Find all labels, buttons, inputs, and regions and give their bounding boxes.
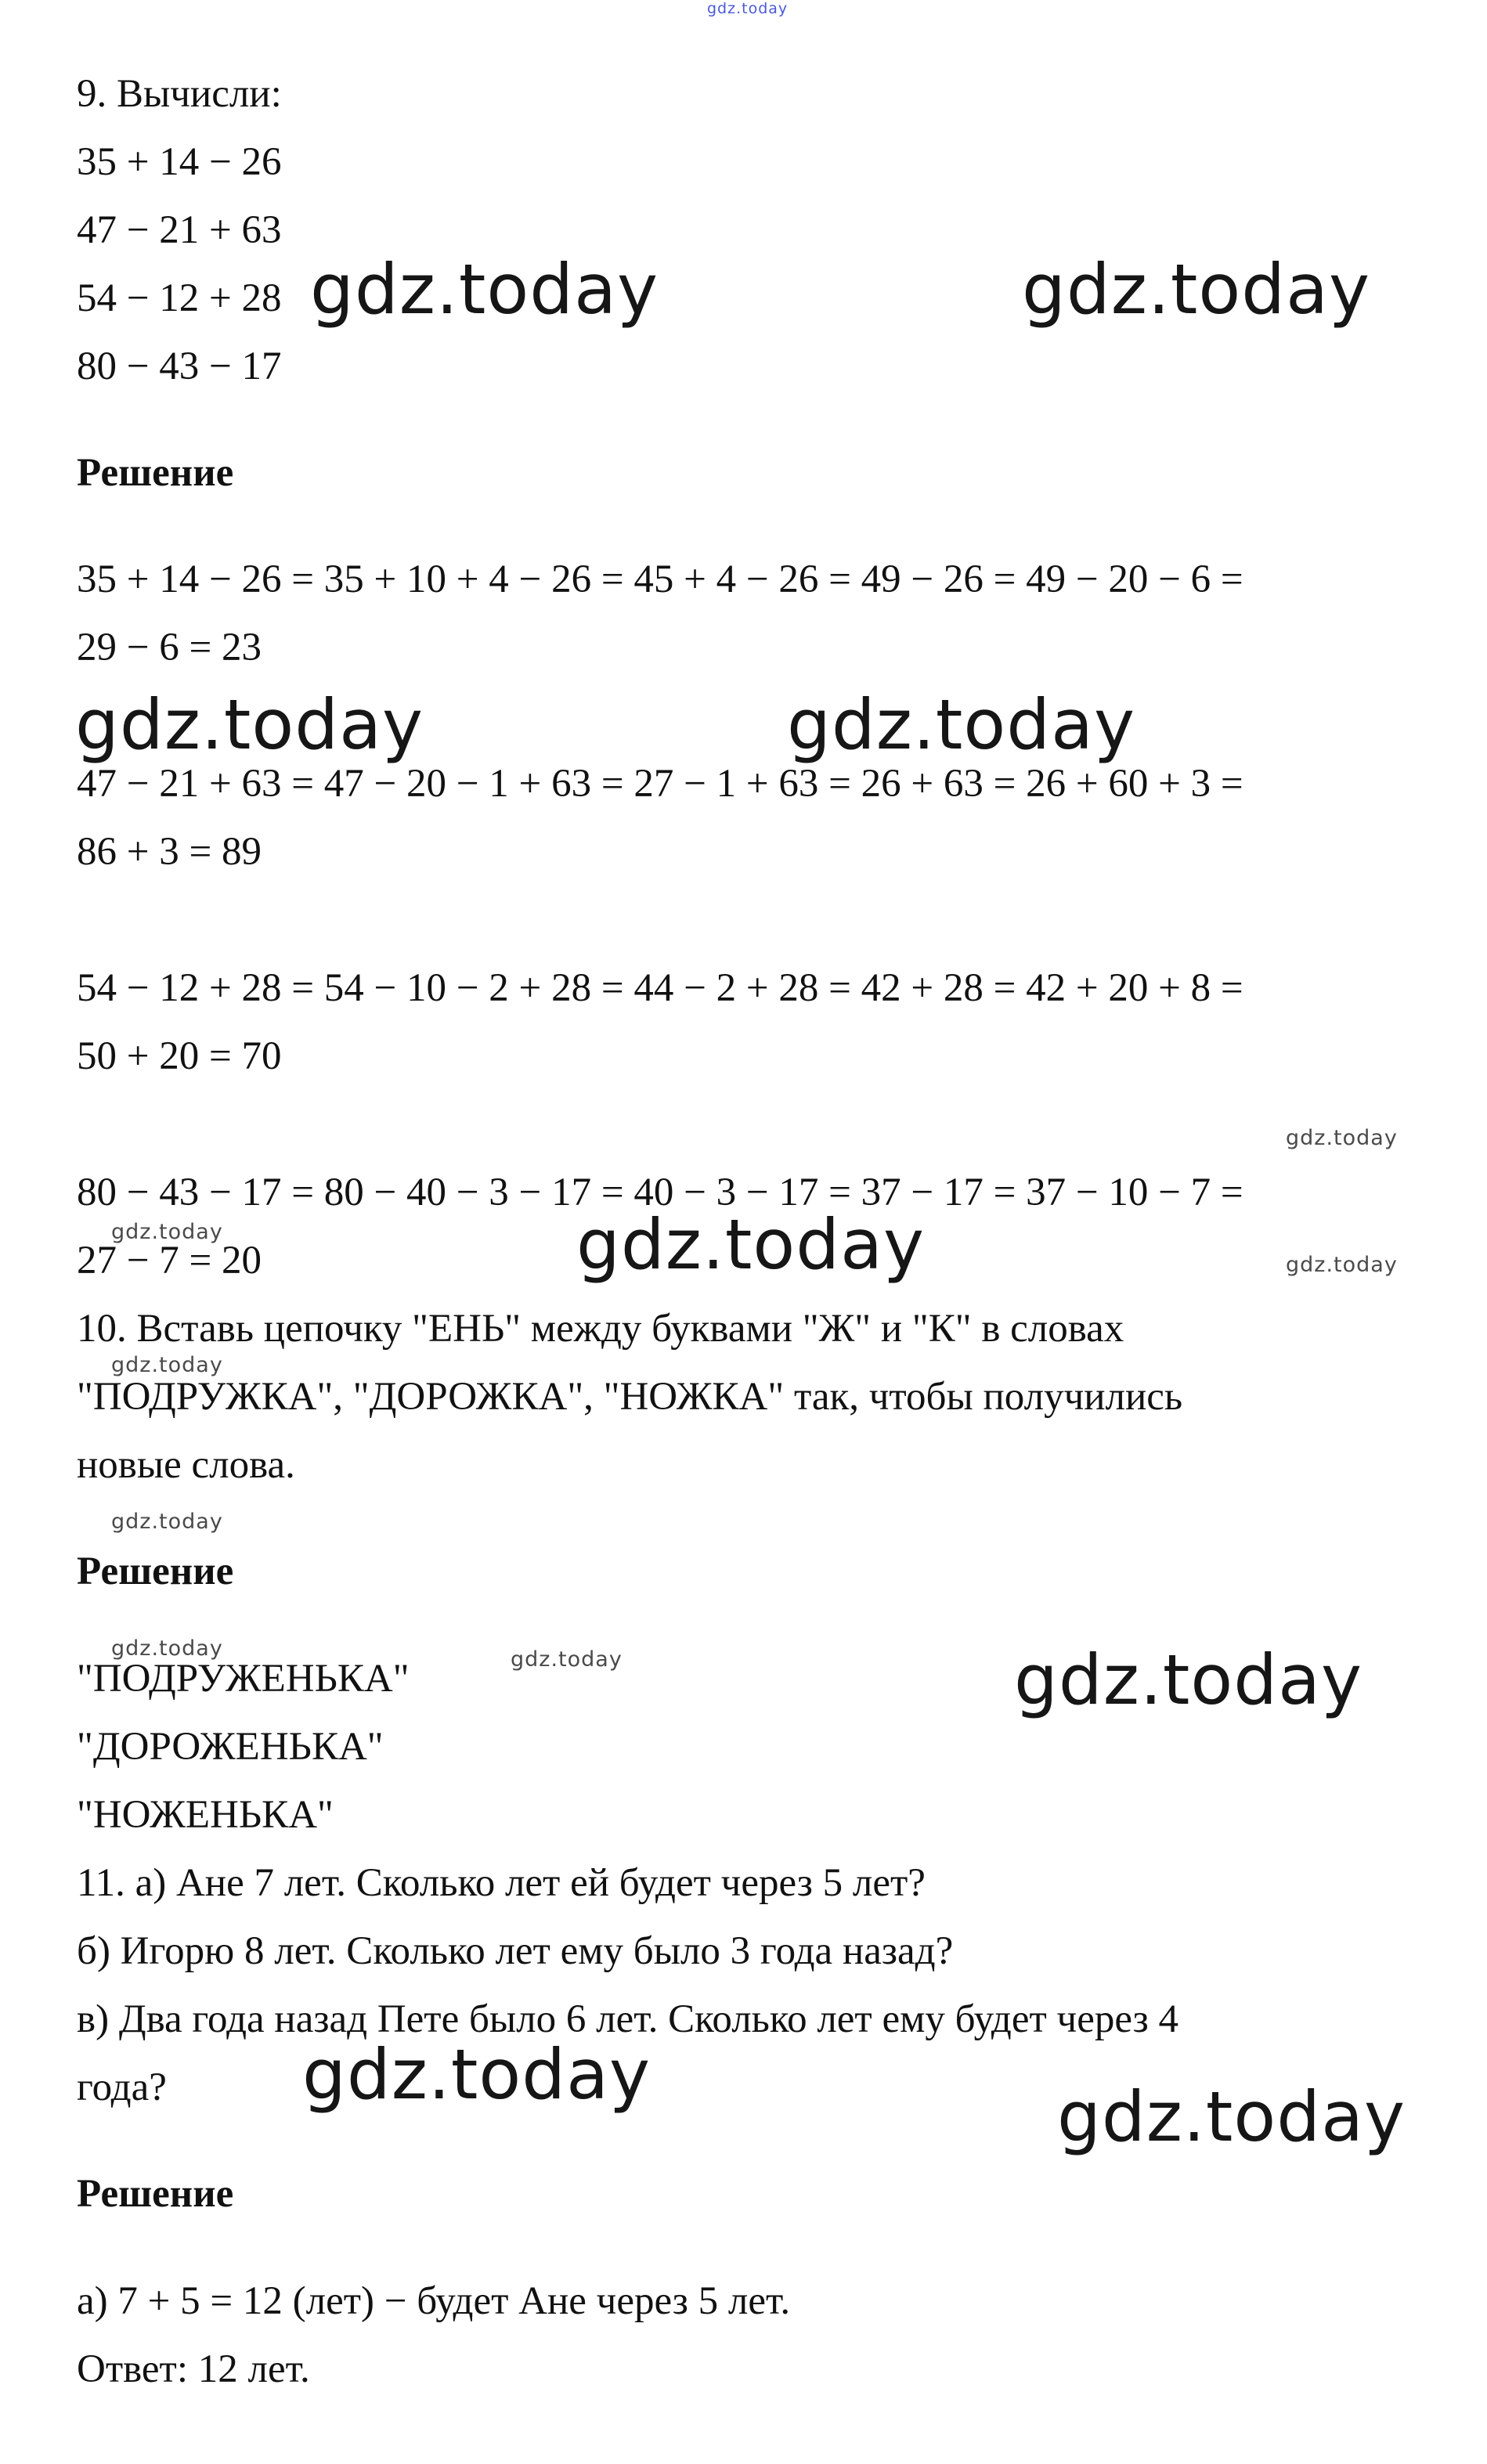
- task9-solution-line: 80 − 43 − 17 = 80 − 40 − 3 − 17 = 40 − 3 − 17 = 37 − 17 = 37 − 10 − 7 =: [77, 1171, 1243, 1214]
- watermark: gdz.today: [1286, 1126, 1398, 1150]
- task9-expression: 47 − 21 + 63: [77, 208, 282, 252]
- task9-solution-line: 29 − 6 = 23: [77, 626, 262, 669]
- task9-expression: 54 − 12 + 28: [77, 276, 282, 320]
- watermark: gdz.today: [1022, 249, 1371, 330]
- task9-solution-heading: Решение: [77, 451, 234, 495]
- task10-text: новые слова.: [77, 1443, 295, 1487]
- watermark: gdz.today: [1014, 1640, 1363, 1720]
- watermark: gdz.today: [111, 1220, 223, 1244]
- task9-solution-line: 35 + 14 − 26 = 35 + 10 + 4 − 26 = 45 + 4 − 26 = 49 − 26 = 49 − 20 − 6 =: [77, 557, 1243, 601]
- task11-answer: Ответ: 12 лет.: [77, 2347, 310, 2391]
- task9-solution-line: 27 − 7 = 20: [77, 1239, 262, 1283]
- task10-answer: "ДОРОЖЕНЬКА": [77, 1725, 384, 1769]
- task9-solution-line: 86 + 3 = 89: [77, 830, 262, 874]
- task9-solution-line: 54 − 12 + 28 = 54 − 10 − 2 + 28 = 44 − 2 + 28 = 42 + 28 = 42 + 20 + 8 =: [77, 966, 1243, 1010]
- watermark: gdz.today: [111, 1353, 223, 1377]
- watermark: gdz.today: [75, 684, 424, 765]
- watermark: gdz.today: [111, 1510, 223, 1534]
- task10-answer: "НОЖЕНЬКА": [77, 1793, 334, 1837]
- task11-text: 11. а) Ане 7 лет. Сколько лет ей будет через 5 лет?: [77, 1861, 926, 1905]
- task10-text: "ПОДРУЖКА", "ДОРОЖКА", "НОЖКА" так, чтобы получились: [77, 1375, 1183, 1419]
- task9-title: 9. Вычисли:: [77, 72, 282, 116]
- task11-text: б) Игорю 8 лет. Сколько лет ему было 3 года назад?: [77, 1929, 954, 1973]
- watermark: gdz.today: [576, 1204, 926, 1285]
- task11-text: в) Два года назад Пете было 6 лет. Сколько лет ему будет через 4: [77, 1997, 1178, 2041]
- watermark: gdz.today: [511, 1647, 623, 1672]
- watermark: gdz.today: [1286, 1253, 1398, 1277]
- task9-expression: 80 − 43 − 17: [77, 345, 282, 388]
- task10-answer: "ПОДРУЖЕНЬКА": [77, 1657, 410, 1701]
- task11-text: года?: [77, 2065, 167, 2109]
- task10-text: 10. Вставь цепочку "ЕНЬ" между буквами "Ж" и "К" в словах: [77, 1307, 1124, 1351]
- watermark: gdz.today: [310, 249, 659, 330]
- task11-solution-heading: Решение: [77, 2172, 234, 2216]
- watermark: gdz.today: [111, 1636, 223, 1661]
- watermark: gdz.today: [1057, 2076, 1406, 2157]
- task9-solution-line: 47 − 21 + 63 = 47 − 20 − 1 + 63 = 27 − 1 + 63 = 26 + 63 = 26 + 60 + 3 =: [77, 762, 1243, 806]
- task10-solution-heading: Решение: [77, 1549, 234, 1593]
- task9-solution-line: 50 + 20 = 70: [77, 1034, 282, 1078]
- watermark: gdz.today: [302, 2034, 651, 2115]
- task11-solution-line: а) 7 + 5 = 12 (лет) − будет Ане через 5 лет.: [77, 2279, 791, 2323]
- watermark: gdz.today: [787, 684, 1136, 765]
- watermark-top: gdz.today: [707, 0, 789, 17]
- task9-expression: 35 + 14 − 26: [77, 140, 282, 184]
